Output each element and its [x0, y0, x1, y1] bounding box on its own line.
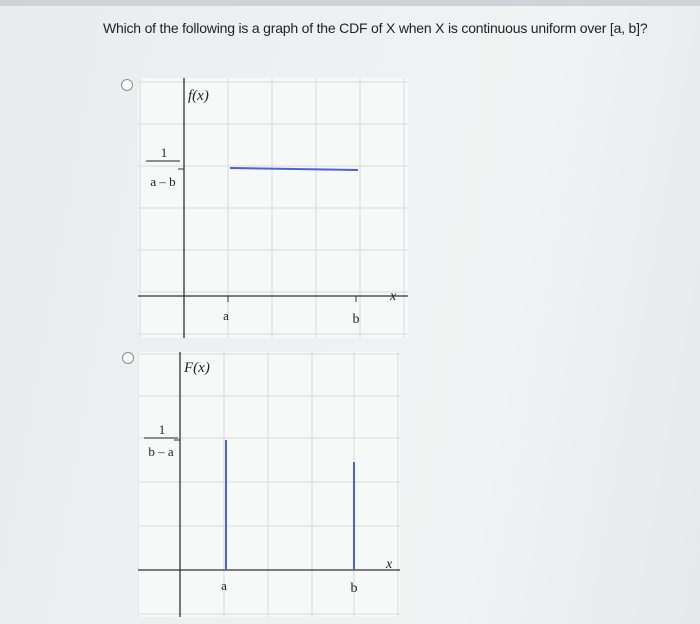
- x-axis-label: x: [386, 557, 393, 572]
- tick-b-label: b: [350, 581, 358, 596]
- fraction-denominator: a – b: [150, 174, 176, 189]
- tick-b-label: b: [352, 312, 360, 327]
- y-axis-label: f(x): [188, 88, 209, 104]
- fraction-numerator: 1: [160, 145, 168, 160]
- option-1-radio[interactable]: [121, 79, 133, 91]
- x-axis-label: x: [390, 289, 397, 304]
- fraction-numerator: 1: [158, 422, 166, 437]
- y-axis-label: F(x): [184, 360, 210, 376]
- question-text: Which of the following is a graph of the CDF of X when X is continuous uniform over [a, b]?: [103, 20, 648, 36]
- option-1-graph-svg: [138, 78, 408, 338]
- option-2-graph[interactable]: [138, 352, 400, 617]
- option-2-radio[interactable]: [122, 352, 134, 364]
- tick-a-label: a: [221, 578, 227, 593]
- tick-a-label: a: [223, 308, 229, 323]
- option-1-graph[interactable]: [138, 78, 408, 338]
- top-bar: [0, 0, 700, 6]
- fraction-denominator: b – a: [148, 444, 174, 459]
- option-2-graph-svg: [138, 352, 400, 617]
